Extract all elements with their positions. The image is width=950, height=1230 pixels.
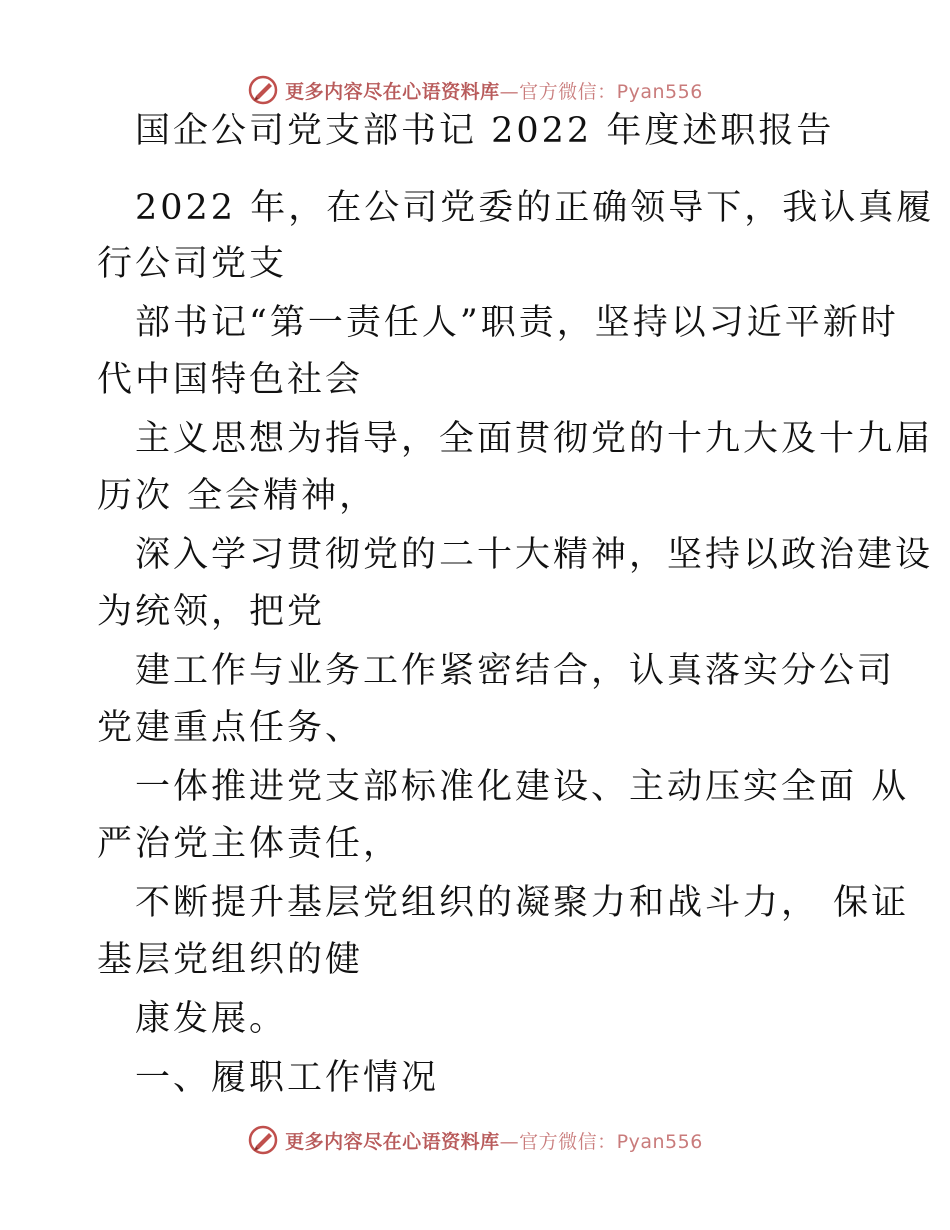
section-heading: 一、履职工作情况 [135, 1058, 440, 1098]
paragraph-line: 为统领，把党 [97, 592, 326, 632]
paragraph-line: 2022 年，在公司党委的正确领导下，我认真履 [135, 188, 935, 228]
watermark-text [285, 1127, 703, 1154]
footer-watermark [0, 1120, 950, 1160]
paragraph-line: 严治党主体责任， [97, 824, 402, 864]
paragraph-line: 康发展。 [135, 999, 288, 1039]
paragraph-line: 党建重点任务、 [97, 708, 364, 748]
paragraph-line: 深入学习贯彻党的二十大精神，坚持以政治建设 [135, 535, 934, 575]
watermark-site: 更多内容尽在心语资料库 [285, 80, 500, 103]
watermark-suffix: —官方微信：Pyan556 [499, 80, 703, 103]
paragraph-line: 建工作与业务工作紧密结合，认真落实分公司 [135, 651, 896, 691]
watermark-suffix: —官方微信：Pyan556 [499, 1130, 703, 1153]
paragraph-line: 代中国特色社会 [97, 360, 364, 400]
document-title: 国企公司党支部书记 2022 年度述职报告 [135, 111, 835, 151]
pen-logo-icon [247, 1124, 279, 1156]
watermark-site: 更多内容尽在心语资料库 [285, 1130, 500, 1153]
paragraph-line: 不断提升基层党组织的凝聚力和战斗力， 保证 [135, 883, 910, 923]
paragraph-line: 部书记“第一责任人”职责，坚持以习近平新时 [135, 303, 899, 343]
paragraph-line: 基层党组织的健 [97, 940, 364, 980]
paragraph-line: 一体推进党支部标准化建设、主动压实全面 从 [135, 767, 910, 807]
paragraph-line: 行公司党支 [97, 244, 288, 284]
paragraph-line: 历次 全会精神， [97, 476, 378, 516]
paragraph-line: 主义思想为指导，全面贯彻党的十九大及十九届 [135, 419, 934, 459]
